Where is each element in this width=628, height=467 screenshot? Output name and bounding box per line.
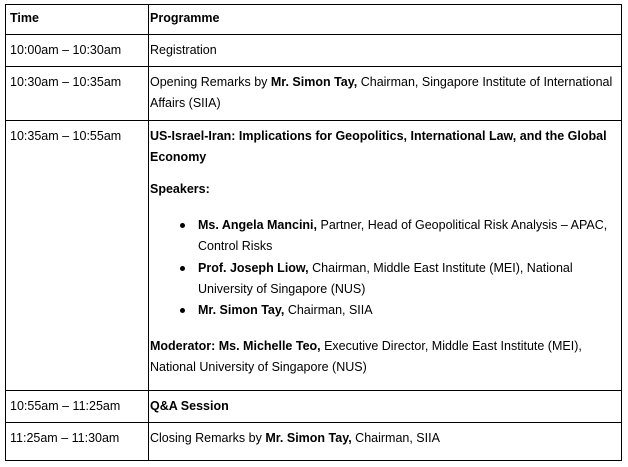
bullet-icon <box>180 308 185 313</box>
row-time: 10:00am – 10:30am <box>10 43 122 57</box>
row-divider <box>6 120 621 121</box>
bullet-icon <box>180 266 185 271</box>
row-time: 10:35am – 10:55am <box>10 129 122 143</box>
row-time: 11:25am – 11:30am <box>10 431 120 445</box>
session-title: US-Israel-Iran: Implications for Geopolitics, International Law, and the Global Economy <box>150 129 607 164</box>
row-programme: Registration <box>150 43 217 57</box>
row-divider <box>6 390 621 391</box>
bullet-icon <box>180 223 185 228</box>
row-divider <box>6 422 621 423</box>
row-divider <box>6 34 621 35</box>
speakers-label: Speakers: <box>150 182 210 196</box>
row-time: 10:55am – 11:25am <box>10 399 121 413</box>
header-programme: Programme <box>150 11 220 25</box>
row-time: 10:30am – 10:35am <box>10 75 122 89</box>
row-programme: Opening Remarks by Mr. Simon Tay, Chairman, Singapore Institute of International Affairs (SIIA) <box>150 75 613 110</box>
header-time: Time <box>10 11 39 25</box>
row-programme: Q&A Session <box>150 399 229 413</box>
moderator: Moderator: Ms. Michelle Teo, Executive Director, Middle East Institute (MEI), National University of Singapore (NUS) <box>150 339 582 374</box>
row-programme: Closing Remarks by Mr. Simon Tay, Chairman, SIIA <box>150 431 440 445</box>
programme-table: Time Programme 10:00am – 10:30am Registration 10:30am – 10:35am Opening Remarks by Mr. Simon Tay, Chairman, Singapore Institute of International Affairs (SIIA) 10:35am – 10:55am US-Israel-Iran: Implications for Geopolitics, International Law, and the Global Economy Speakers: Ms. Angela Mancini, Partner, Head of Geopolitical Risk Analysis – APAC, Control Risks Prof. Joseph Liow, Chairman, Middle East Institute (MEI), National University of Singapore (NUS) Mr. Simon Tay, Chairman, SIIA Moderator: Ms. Michelle Teo, Executive Director, Middle East Institute (MEI), National University of Singapore (NUS) 10:55am – 11:25am Q&A Session 11:25am – 11:30am Closing Remarks by Mr. Simon Tay, Chairman, SIIA <box>5 4 622 461</box>
column-divider <box>148 5 149 460</box>
row-divider <box>6 66 621 67</box>
